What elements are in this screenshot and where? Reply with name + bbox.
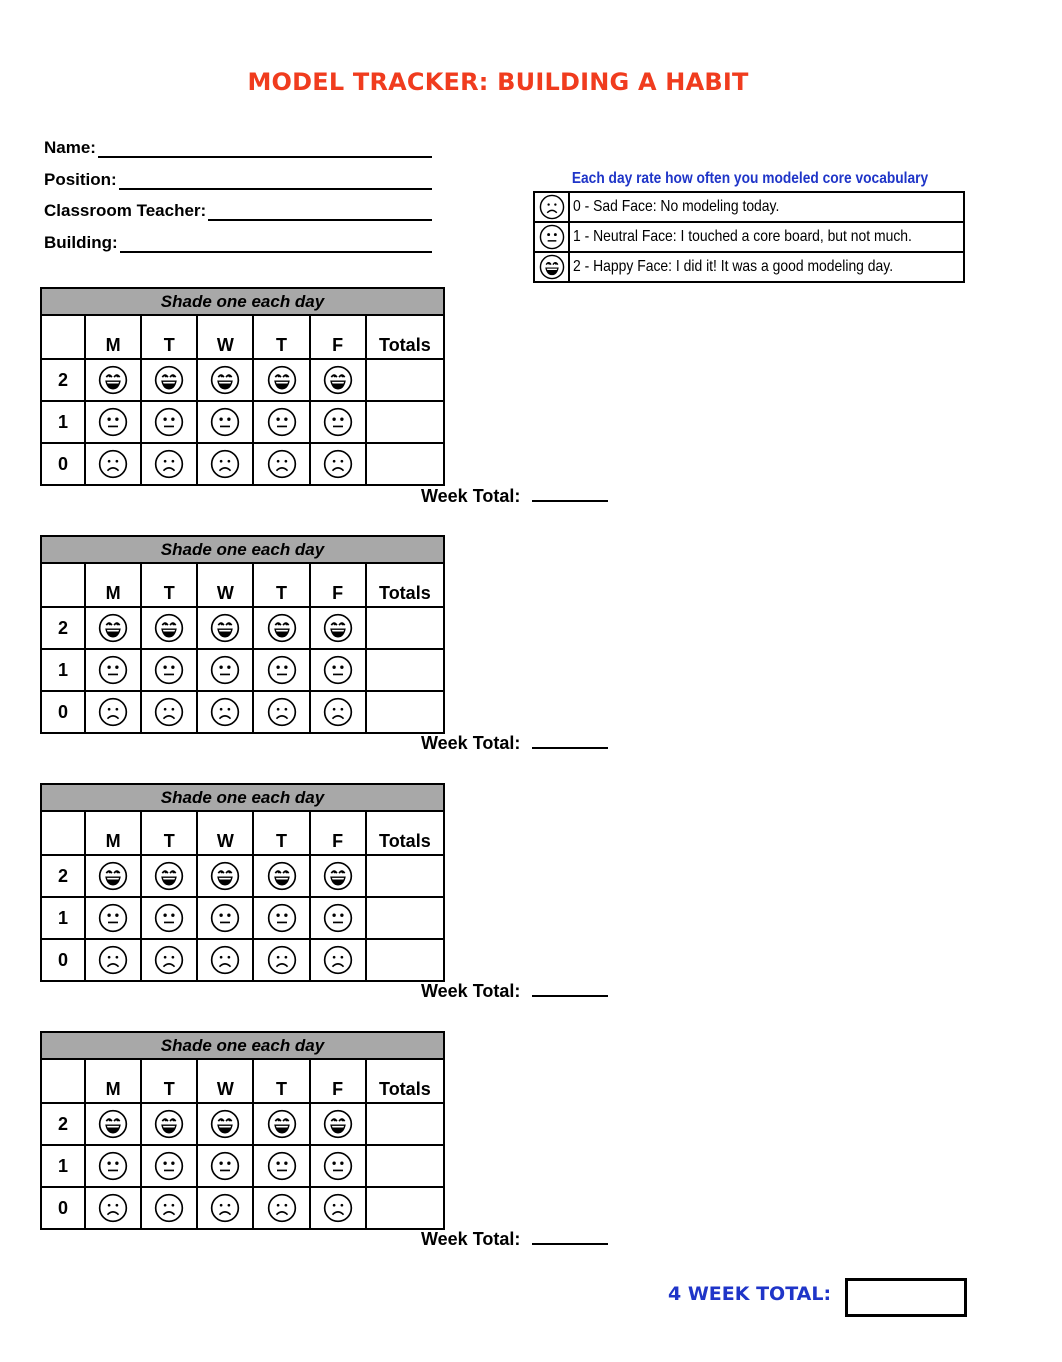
rating-cell[interactable] [141,897,197,939]
day-header-m: M [85,315,141,359]
sad-face-icon[interactable] [142,945,196,975]
happy-face-icon[interactable] [311,365,365,395]
rating-cell[interactable] [310,1187,366,1229]
rating-cell[interactable] [310,855,366,897]
day-header-t1: T [141,315,197,359]
level-row-2 [41,855,444,897]
rating-cell[interactable] [253,897,309,939]
corner-cell [41,315,85,359]
rating-cell[interactable] [85,607,141,649]
rating-cell[interactable] [197,897,253,939]
level-row-0 [41,939,444,981]
day-header-w: W [197,1059,253,1103]
neutral-face-icon[interactable] [254,407,308,437]
happy-face-icon[interactable] [86,365,140,395]
happy-face-icon[interactable] [142,365,196,395]
rating-cell[interactable] [141,443,197,485]
day-header-t2: T [253,563,309,607]
happy-face-icon[interactable] [311,613,365,643]
neutral-face-icon[interactable] [86,1151,140,1181]
sad-face-icon[interactable] [254,697,308,727]
shade-header: Shade one each day [41,784,444,811]
neutral-face-icon[interactable] [86,903,140,933]
sad-face-icon[interactable] [86,697,140,727]
legend-icon-cell [534,222,569,252]
rating-cell[interactable] [85,939,141,981]
sad-face-icon[interactable] [254,945,308,975]
totals-header: Totals [366,811,444,855]
rating-cell[interactable] [197,691,253,733]
sad-face-icon[interactable] [86,449,140,479]
row-total-cell[interactable] [366,897,444,939]
neutral-face-icon[interactable] [198,407,252,437]
row-total-cell[interactable] [366,1103,444,1145]
level-label: 1 [41,1145,85,1187]
happy-face-icon[interactable] [142,613,196,643]
rating-cell[interactable] [141,939,197,981]
rating-cell[interactable] [253,649,309,691]
week-3-tracker [40,783,445,982]
rating-cell[interactable] [141,691,197,733]
level-row-1 [41,649,444,691]
neutral-face-icon [535,224,568,250]
legend-icon-cell [534,192,569,222]
rating-cell[interactable] [253,1103,309,1145]
legend-text-sad: 0 - Sad Face: No modeling today. [573,198,780,215]
level-row-2 [41,607,444,649]
neutral-face-icon[interactable] [311,655,365,685]
neutral-face-icon[interactable] [311,1151,365,1181]
week-total-label: Week Total: [421,733,521,753]
day-header-t1: T [141,563,197,607]
rating-cell[interactable] [310,897,366,939]
legend-text-cell [569,192,964,222]
sad-face-icon[interactable] [86,945,140,975]
shade-header: Shade one each day [41,536,444,563]
position-field[interactable] [44,170,432,190]
legend-row-neutral [534,222,964,252]
day-header-t2: T [253,315,309,359]
sad-face-icon[interactable] [311,945,365,975]
happy-face-icon[interactable] [198,861,252,891]
happy-face-icon[interactable] [254,365,308,395]
rating-cell[interactable] [197,649,253,691]
week-grid [40,535,445,734]
legend-text-cell [569,252,964,282]
rating-cell[interactable] [253,939,309,981]
rating-cell[interactable] [310,607,366,649]
rating-cell[interactable] [85,359,141,401]
sad-face-icon[interactable] [198,1193,252,1223]
rating-cell[interactable] [197,443,253,485]
neutral-face-icon[interactable] [142,903,196,933]
rating-cell[interactable] [141,401,197,443]
legend-caption: Each day rate how often you modeled core vocabulary [571,170,929,187]
totals-header: Totals [366,315,444,359]
rating-cell[interactable] [141,649,197,691]
rating-cell[interactable] [310,401,366,443]
four-week-total-box[interactable] [845,1278,967,1317]
rating-cell[interactable] [197,939,253,981]
level-row-0 [41,691,444,733]
rating-cell[interactable] [85,649,141,691]
week-total-label: Week Total: [421,981,521,1001]
sad-face-icon[interactable] [142,449,196,479]
rating-cell[interactable] [253,443,309,485]
happy-face-icon[interactable] [254,613,308,643]
row-total-cell[interactable] [366,443,444,485]
week-grid [40,783,445,982]
sad-face-icon[interactable] [142,697,196,727]
week-2-tracker [40,535,445,734]
rating-cell[interactable] [310,359,366,401]
rating-cell[interactable] [197,1187,253,1229]
level-label: 0 [41,691,85,733]
neutral-face-icon[interactable] [142,407,196,437]
totals-header: Totals [366,1059,444,1103]
sad-face-icon[interactable] [142,1193,196,1223]
row-total-cell[interactable] [366,649,444,691]
day-header-f: F [310,563,366,607]
rating-cell[interactable] [253,1145,309,1187]
rating-cell[interactable] [141,359,197,401]
rating-cell[interactable] [197,1145,253,1187]
rating-cell[interactable] [253,855,309,897]
neutral-face-icon[interactable] [198,1151,252,1181]
happy-face-icon[interactable] [311,1109,365,1139]
name-field[interactable] [44,138,432,158]
happy-face-icon[interactable] [86,1109,140,1139]
neutral-face-icon[interactable] [142,655,196,685]
level-row-2 [41,359,444,401]
rating-cell[interactable] [85,897,141,939]
sad-face-icon[interactable] [311,697,365,727]
day-header-m: M [85,1059,141,1103]
legend-icon-cell [534,252,569,282]
rating-legend [533,191,965,283]
legend-text-happy: 2 - Happy Face: I did it! It was a good modeling day. [573,258,894,275]
legend-row-happy [534,252,964,282]
day-header-w: W [197,563,253,607]
level-label: 2 [41,607,85,649]
legend-text-neutral: 1 - Neutral Face: I touched a core board, but not much. [573,228,913,245]
corner-cell [41,563,85,607]
level-row-0 [41,443,444,485]
rating-cell[interactable] [310,649,366,691]
rating-cell[interactable] [197,607,253,649]
classroom-teacher-field-line[interactable] [208,204,432,221]
sad-face-icon [535,194,568,220]
rating-cell[interactable] [310,1145,366,1187]
rating-cell[interactable] [85,1145,141,1187]
level-row-2 [41,1103,444,1145]
row-total-cell[interactable] [366,691,444,733]
building-field-line[interactable] [120,236,432,253]
rating-cell[interactable] [310,443,366,485]
happy-face-icon[interactable] [198,365,252,395]
level-row-1 [41,897,444,939]
building-field[interactable] [44,233,432,253]
row-total-cell[interactable] [366,359,444,401]
week-total-label: Week Total: [421,1229,521,1249]
level-label: 1 [41,649,85,691]
level-row-0 [41,1187,444,1229]
happy-face-icon[interactable] [198,613,252,643]
sad-face-icon[interactable] [198,945,252,975]
neutral-face-icon[interactable] [198,655,252,685]
rating-cell[interactable] [253,691,309,733]
row-total-cell[interactable] [366,855,444,897]
classroom-teacher-field[interactable] [44,201,432,221]
legend-text-cell [569,222,964,252]
corner-cell [41,1059,85,1103]
row-total-cell[interactable] [366,401,444,443]
legend-row-sad [534,192,964,222]
happy-face-icon [535,254,568,280]
week-2-total [421,733,608,754]
level-label: 2 [41,359,85,401]
sad-face-icon[interactable] [311,449,365,479]
happy-face-icon[interactable] [142,861,196,891]
day-header-t2: T [253,811,309,855]
rating-cell[interactable] [85,1187,141,1229]
day-header-w: W [197,315,253,359]
page-title: MODEL TRACKER: BUILDING A HABIT [247,68,749,96]
day-header-f: F [310,811,366,855]
level-label: 0 [41,939,85,981]
level-row-1 [41,401,444,443]
rating-cell[interactable] [85,1103,141,1145]
day-header-f: F [310,1059,366,1103]
neutral-face-icon[interactable] [254,903,308,933]
day-header-m: M [85,563,141,607]
rating-cell[interactable] [310,939,366,981]
rating-cell[interactable] [197,1103,253,1145]
row-total-cell[interactable] [366,607,444,649]
week-1-tracker [40,287,445,486]
neutral-face-icon[interactable] [254,1151,308,1181]
rating-cell[interactable] [253,607,309,649]
day-header-t2: T [253,1059,309,1103]
week-grid [40,287,445,486]
position-field-line[interactable] [119,173,432,190]
classroom-teacher-field-label: Classroom Teacher: [44,201,207,220]
corner-cell [41,811,85,855]
day-header-t1: T [141,1059,197,1103]
rating-cell[interactable] [85,443,141,485]
neutral-face-icon[interactable] [142,1151,196,1181]
level-label: 0 [41,1187,85,1229]
week-total-blank[interactable] [532,1229,608,1245]
week-4-total [421,1229,608,1250]
week-1-total [421,486,608,507]
rating-cell[interactable] [197,401,253,443]
position-field-label: Position: [44,170,117,189]
sad-face-icon[interactable] [198,697,252,727]
rating-cell[interactable] [141,607,197,649]
name-field-label: Name: [44,138,96,157]
day-header-t1: T [141,811,197,855]
level-label: 1 [41,897,85,939]
sad-face-icon[interactable] [86,1193,140,1223]
level-row-1 [41,1145,444,1187]
neutral-face-icon[interactable] [86,407,140,437]
rating-cell[interactable] [253,1187,309,1229]
rating-cell[interactable] [85,691,141,733]
week-total-label: Week Total: [421,486,521,506]
week-4-tracker [40,1031,445,1230]
sad-face-icon[interactable] [254,1193,308,1223]
building-field-label: Building: [44,233,118,252]
happy-face-icon[interactable] [86,613,140,643]
shade-header: Shade one each day [41,1032,444,1059]
rating-cell[interactable] [310,1103,366,1145]
week-total-blank[interactable] [532,733,608,749]
row-total-cell[interactable] [366,939,444,981]
rating-cell[interactable] [197,359,253,401]
level-label: 2 [41,1103,85,1145]
rating-cell[interactable] [253,401,309,443]
sad-face-icon[interactable] [254,449,308,479]
level-label: 2 [41,855,85,897]
row-total-cell[interactable] [366,1145,444,1187]
happy-face-icon[interactable] [198,1109,252,1139]
happy-face-icon[interactable] [254,1109,308,1139]
rating-cell[interactable] [197,855,253,897]
rating-cell[interactable] [141,1103,197,1145]
neutral-face-icon[interactable] [311,407,365,437]
neutral-face-icon[interactable] [86,655,140,685]
neutral-face-icon[interactable] [254,655,308,685]
rating-cell[interactable] [141,1187,197,1229]
rating-cell[interactable] [141,855,197,897]
happy-face-icon[interactable] [86,861,140,891]
week-grid [40,1031,445,1230]
rating-cell[interactable] [310,691,366,733]
four-week-total-label: 4 WEEK TOTAL: [668,1283,832,1305]
day-header-w: W [197,811,253,855]
rating-cell[interactable] [85,855,141,897]
level-label: 0 [41,443,85,485]
day-header-m: M [85,811,141,855]
happy-face-icon[interactable] [254,861,308,891]
sad-face-icon[interactable] [198,449,252,479]
week-3-total [421,981,608,1002]
totals-header: Totals [366,563,444,607]
neutral-face-icon[interactable] [311,903,365,933]
day-header-f: F [310,315,366,359]
week-total-blank[interactable] [532,981,608,997]
rating-cell[interactable] [85,401,141,443]
shade-header: Shade one each day [41,288,444,315]
rating-cell[interactable] [141,1145,197,1187]
sad-face-icon[interactable] [311,1193,365,1223]
level-label: 1 [41,401,85,443]
name-field-line[interactable] [98,141,432,158]
rating-cell[interactable] [253,359,309,401]
happy-face-icon[interactable] [311,861,365,891]
neutral-face-icon[interactable] [198,903,252,933]
happy-face-icon[interactable] [142,1109,196,1139]
row-total-cell[interactable] [366,1187,444,1229]
week-total-blank[interactable] [532,486,608,502]
